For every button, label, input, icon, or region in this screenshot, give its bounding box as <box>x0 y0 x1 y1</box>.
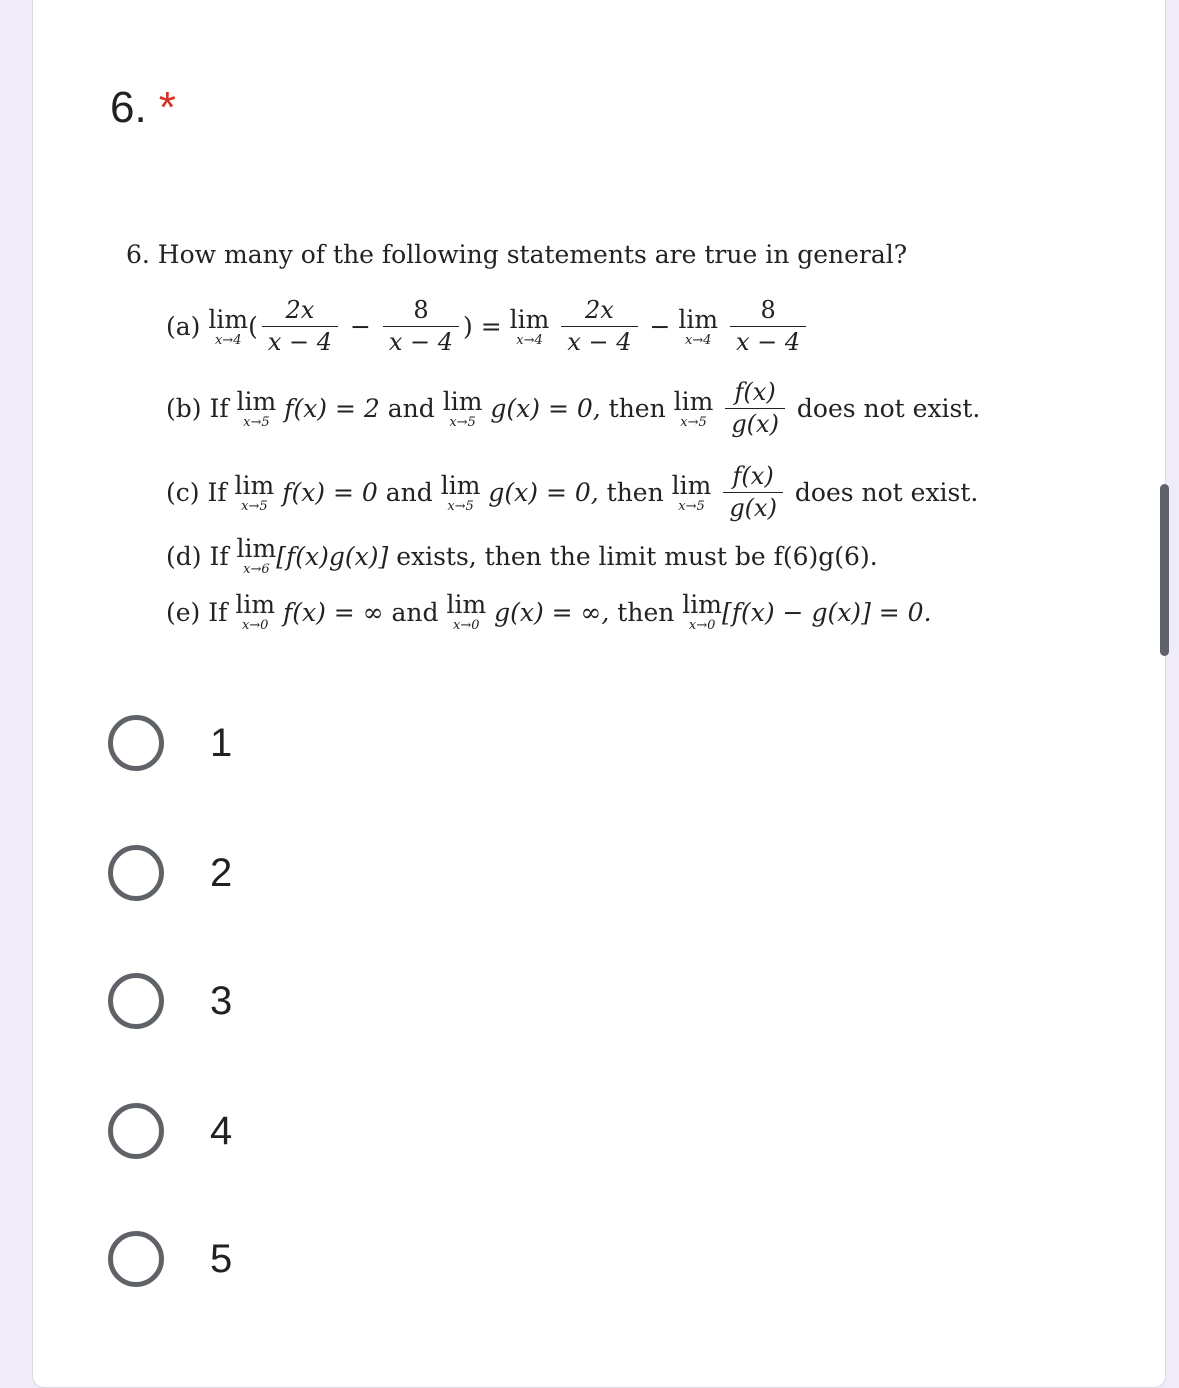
question-number: 6. <box>110 83 147 132</box>
statement-a: (a) lim x→4 ( $\frac{2x}{x - 4}$ − $\frac{8}{x - 4}$ ) = lim x→4 $\frac{2x}{x - 4}$ − lim x→4 $\frac{8}{x - 4}$ <box>166 298 810 368</box>
option-5[interactable] <box>108 1224 408 1294</box>
option-2[interactable] <box>108 838 408 908</box>
statement-b: (b) If lim x→5 f(x) = 2 and lim x→5 g(x) = 0, then lim x→5 $\frac{f(x)}{g(x)}$ does not exist. <box>166 378 981 439</box>
option-1[interactable] <box>108 708 408 778</box>
statement-e: (e) If lim x→0 f(x) = ∞ and lim x→0 g(x) = ∞, then lim x→0 [f(x) − g(x)] = 0. <box>166 590 932 633</box>
option-label: 2 <box>210 850 233 895</box>
option-4[interactable] <box>108 1096 408 1166</box>
option-3[interactable] <box>108 966 408 1036</box>
statement-d: (d) If lim x→6 [f(x)g(x)] exists, then the limit must be f(6)g(6). <box>166 534 878 577</box>
required-asterisk: * <box>158 83 176 132</box>
problem-stem: 6. How many of the following statements are true in general? <box>126 240 908 269</box>
question-title <box>110 82 176 134</box>
option-label: 5 <box>210 1236 233 1281</box>
scrollbar-thumb[interactable] <box>1160 484 1169 656</box>
radio-button-4[interactable] <box>108 1103 164 1159</box>
radio-button-1[interactable] <box>108 715 164 771</box>
option-label: 1 <box>210 720 233 765</box>
statement-c: (c) If lim x→5 f(x) = 0 and lim x→5 g(x) = 0, then lim x→5 $\frac{f(x)}{g(x)}$ does not exist. <box>166 462 979 523</box>
question-card <box>32 0 1166 1388</box>
radio-button-2[interactable] <box>108 845 164 901</box>
radio-button-3[interactable] <box>108 973 164 1029</box>
option-label: 3 <box>210 978 233 1023</box>
radio-button-5[interactable] <box>108 1231 164 1287</box>
option-label: 4 <box>210 1108 233 1153</box>
